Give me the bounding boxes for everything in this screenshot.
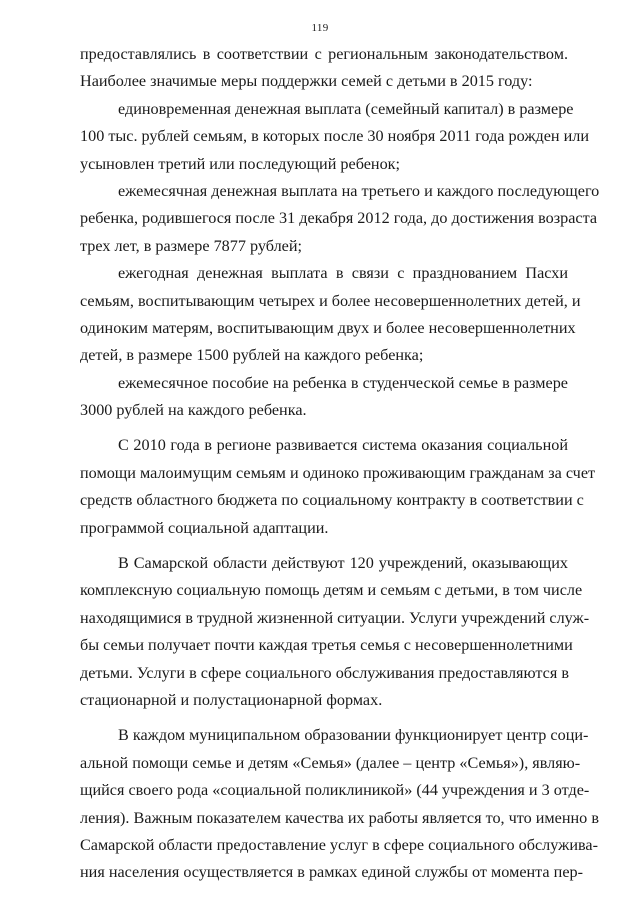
text-line: С 2010 года в регионе развивается система оказания социальной	[118, 436, 568, 455]
text-line: детьми. Услуги в сфере социального обслуживания предоставляются в	[80, 663, 569, 682]
text-line: программой социальной адаптации.	[80, 518, 329, 537]
body-text	[80, 41, 600, 887]
text-line: предоставлялись в соответствии с региональным законодательством.	[80, 45, 568, 63]
paragraph-social-contract	[80, 432, 596, 542]
text-line: семьям, воспитывающим четырех и более несовершеннолетних детей, и	[80, 291, 581, 310]
paragraph-family-capital	[80, 96, 590, 178]
text-line: стационарной и полустационарной формах.	[80, 690, 383, 709]
text-line: 3000 рублей на каждого ребенка.	[80, 401, 307, 420]
page-number: 119	[311, 22, 329, 34]
text-line: ления). Важным показателем качества их работы является то, что именно в	[80, 808, 599, 827]
text-line: В Самарской области действуют 120 учреждений, оказывающих	[118, 554, 568, 573]
text-line: ежемесячное пособие на ребенка в студенческой семье в размере	[118, 373, 568, 392]
text-line: усыновлен третий или последующий ребенок;	[80, 154, 401, 173]
text-line: ребенка, родившегося после 31 декабря 2012 года, до достижения возраста	[80, 209, 598, 228]
text-line: ежегодная денежная выплата в связи с празднованием Пасхи	[118, 264, 568, 283]
paragraph-support-intro	[80, 41, 568, 96]
paragraph-institutions	[80, 550, 590, 714]
text-line: комплексную социальную помощь детям и семьям с детьми, в том числе	[80, 581, 583, 600]
text-line: Самарской области предоставление услуг в сфере социального обслужива-	[80, 835, 598, 854]
text-line: детей, в размере 1500 рублей на каждого ребенка;	[80, 346, 424, 365]
paragraph-student-family-allowance	[80, 370, 568, 425]
text-line: ния населения осуществляется в рамках единой службы от момента пер-	[80, 863, 583, 882]
text-line: щийся своего рода «социальной поликлиникой» (44 учреждения и 3 отде-	[80, 781, 590, 800]
text-line: средств областного бюджета по социальному контракту в соответствии с	[80, 491, 584, 510]
text-line: одиноким матерям, воспитывающим двух и более несовершеннолетних	[80, 318, 576, 337]
text-line: 100 тыс. рублей семьям, в которых после 30 ноября 2011 года рожден или	[80, 127, 590, 146]
text-line: Наиболее значимые меры поддержки семей с детьми в 2015 году:	[80, 72, 533, 91]
paragraph-monthly-payment	[80, 178, 600, 260]
text-line: трех лет, в размере 7877 рублей;	[80, 236, 303, 255]
paragraph-easter-payment	[80, 260, 581, 370]
text-line: единовременная денежная выплата (семейный капитал) в размере	[118, 99, 574, 118]
text-line: бы семьи получает почти каждая третья семья с несовершеннолетними	[80, 636, 573, 655]
text-line: ежемесячная денежная выплата на третьего и каждого последующего	[118, 181, 600, 200]
text-line: помощи малоимущим семьям и одиноко проживающим гражданам за счет	[80, 463, 596, 482]
text-line: находящимися в трудной жизненной ситуации. Услуги учреждений служ-	[80, 608, 590, 627]
text-line: альной помощи семье и детям «Семья» (далее – центр «Семья»), являю-	[80, 753, 581, 772]
paragraph-family-centers	[80, 722, 599, 886]
text-line: В каждом муниципальном образовании функционирует центр соци-	[118, 726, 589, 745]
